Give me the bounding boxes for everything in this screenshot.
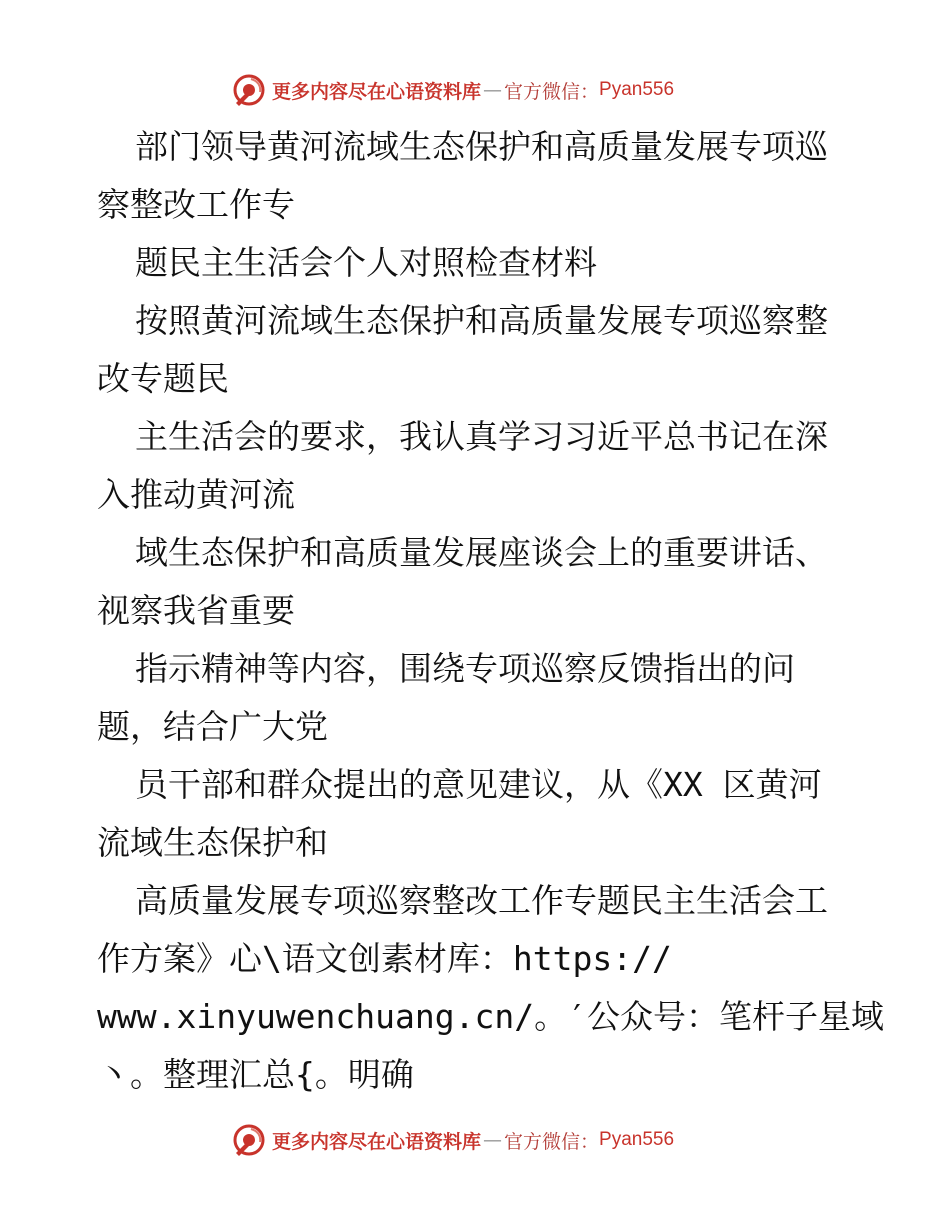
text-line: www.xinyuwenchuang.cn/。′公众号：笔杆子星域 (97, 997, 884, 1036)
text-line: 高质量发展专项巡察整改工作专题民主生活会工 (135, 881, 828, 920)
text-line: 察整改工作专 (97, 185, 295, 224)
footer-banner-official: 官方微信： (504, 1130, 600, 1153)
text-line: 按照黄河流域生态保护和高质量发展专项巡察整 (135, 301, 828, 340)
header-banner-lead: 更多内容尽在心语资料库 (272, 80, 482, 103)
header-banner-dash: — (483, 79, 503, 101)
pen-logo-icon (232, 1123, 266, 1157)
text-line: 作方案》心\语文创素材库：https:// (97, 939, 672, 978)
text-line: 流域生态保护和 (97, 823, 328, 862)
text-line: 题，结合广大党 (97, 707, 328, 746)
text-line: 员干部和群众提出的意见建议，从《XX 区黄河 (135, 765, 822, 804)
text-line: 部门领导黄河流域生态保护和高质量发展专项巡 (135, 127, 828, 166)
text-line: 指示精神等内容，围绕专项巡察反馈指出的问 (135, 649, 795, 688)
footer-banner-id: Pyan556 (599, 1129, 675, 1150)
header-banner-id: Pyan556 (599, 79, 675, 100)
body-text (97, 118, 884, 1104)
footer-banner-dash: — (483, 1129, 503, 1151)
text-line: 域生态保护和高质量发展座谈会上的重要讲话、 (135, 533, 828, 572)
text-line: 视察我省重要 (97, 591, 295, 630)
footer-banner-lead: 更多内容尽在心语资料库 (272, 1130, 482, 1153)
text-line: 入推动黄河流 (97, 475, 295, 514)
header-banner-official: 官方微信： (504, 80, 600, 103)
footer-banner (232, 1120, 712, 1160)
text-line: 改专题民 (97, 359, 229, 398)
text-line: 丶。整理汇总{。明确 (97, 1055, 414, 1094)
pen-logo-icon (232, 73, 266, 107)
header-banner (232, 70, 712, 110)
text-line: 题民主生活会个人对照检查材料 (135, 243, 597, 282)
text-line: 主生活会的要求，我认真学习习近平总书记在深 (135, 417, 828, 456)
